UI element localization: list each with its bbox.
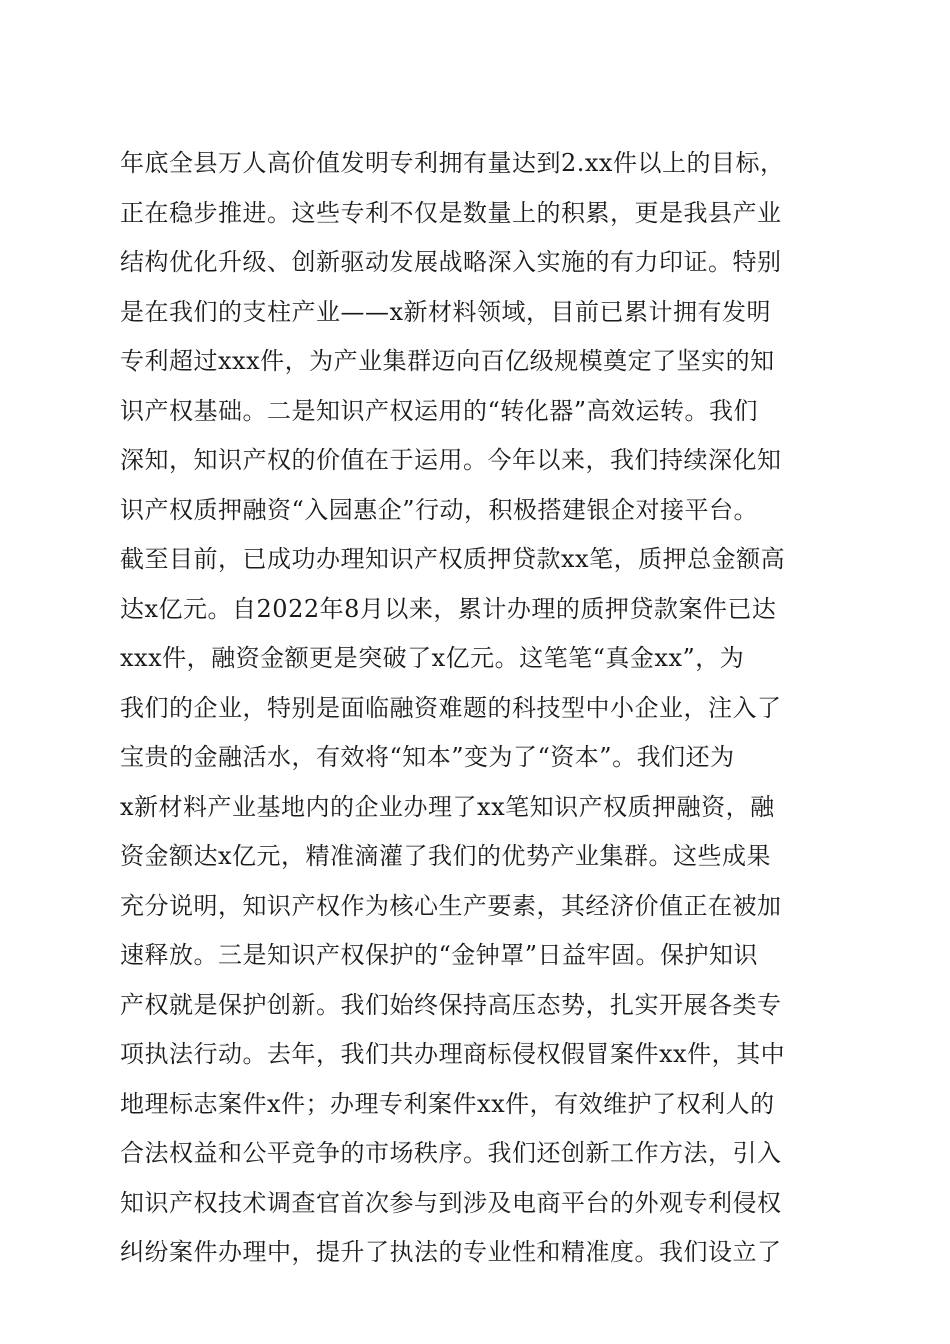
text-line: 项执法行动。去年，我们共办理商标侵权假冒案件xx件，其中: [120, 1040, 786, 1068]
text-line: 知识产权技术调查官首次参与到涉及电商平台的外观专利侵权: [120, 1188, 782, 1217]
text-line: 结构优化升级、创新驱动发展战略深入实施的有力印证。特别: [120, 248, 782, 276]
text-line: 识产权基础。二是知识产权运用的“转化器”高效运转。我们: [120, 396, 759, 425]
text-line: 地理标志案件x件；办理专利案件xx件，有效维护了权利人的: [120, 1089, 775, 1118]
text-line: 达x亿元。自2022年8月以来，累计办理的质押贷款案件已达: [120, 594, 777, 623]
text-line: 充分说明，知识产权作为核心生产要素，其经济价值正在被加: [120, 891, 782, 920]
text-line: 深知，知识产权的价值在于运用。今年以来，我们持续深化知: [120, 446, 782, 474]
body-text: [120, 143, 832, 1282]
text-line: 纠纷案件办理中，提升了执法的专业性和精准度。我们设立了: [120, 1238, 782, 1266]
text-line: 识产权质押融资“入园惠企”行动，积极搭建银企对接平台。: [120, 495, 759, 524]
text-line: 我们的企业，特别是面临融资难题的科技型中小企业，注入了: [120, 693, 782, 722]
text-line: 正在稳步推进。这些专利不仅是数量上的积累，更是我县产业: [120, 198, 782, 227]
text-line: 速释放。三是知识产权保护的“金钟罩”日益牢固。保护知识: [120, 941, 759, 969]
text-line: 截至目前，已成功办理知识产权质押贷款xx笔，质押总金额高: [120, 545, 786, 573]
text-line: 资金额达x亿元，精准滴灌了我们的优势产业集群。这些成果: [120, 842, 772, 870]
text-line: 宝贵的金融活水，有效将“知本”变为了“资本”。我们还为: [120, 743, 735, 771]
text-line: 产权就是保护创新。我们始终保持高压态势，扎实开展各类专: [120, 990, 782, 1019]
text-line: 合法权益和公平竞争的市场秩序。我们还创新工作方法，引入: [120, 1139, 782, 1167]
text-line: 是在我们的支柱产业——x新材料领域，目前已累计拥有发明: [120, 297, 772, 326]
text-line: 年底全县万人高价值发明专利拥有量达到2.xx件以上的目标，: [120, 149, 785, 177]
text-line: x新材料产业基地内的企业办理了xx笔知识产权质押融资，融: [120, 792, 775, 821]
text-line: xxx件，融资金额更是突破了x亿元。这笔笔“真金xx”，为: [120, 644, 745, 672]
text-line: 专利超过xxx件，为产业集群迈向百亿级规模奠定了坚实的知: [120, 347, 775, 375]
